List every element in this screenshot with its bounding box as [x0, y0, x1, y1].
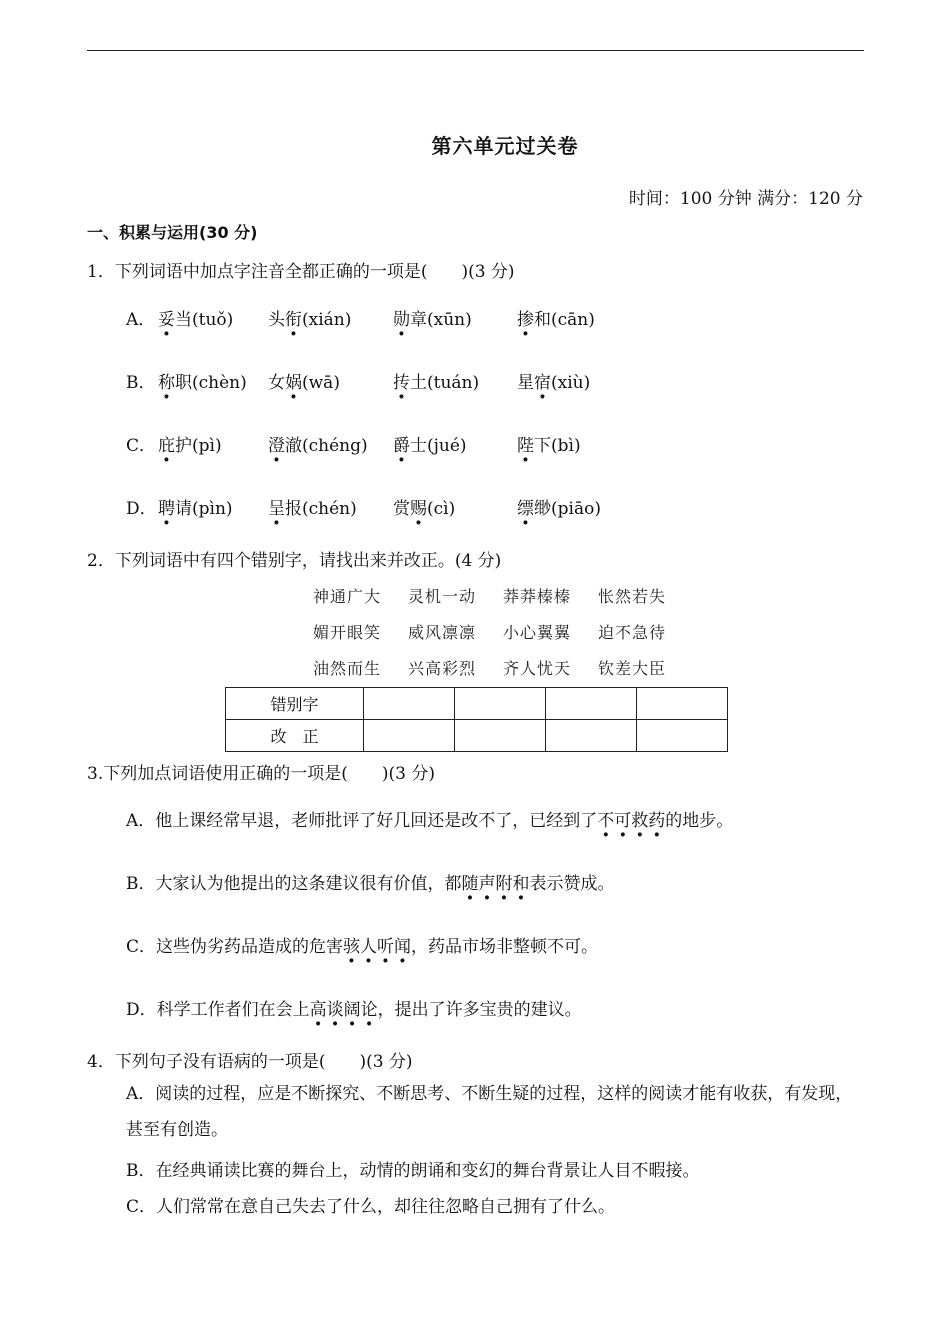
dotted-phrase — [343, 937, 411, 957]
q1-option-word — [268, 368, 340, 393]
table-header-wrong: 错别字 — [226, 688, 364, 720]
pinyin: 下(bì) — [534, 436, 581, 456]
word-part: 星 — [517, 373, 534, 393]
answer-cell[interactable] — [455, 688, 546, 720]
pinyin: (cì) — [427, 499, 456, 519]
q1-option-word — [268, 305, 351, 330]
pinyin: 护(pì) — [175, 436, 222, 456]
q4-stem: 4．下列句子没有语病的一项是( )(3 分) — [87, 1052, 413, 1072]
idiom: 小心翼翼 — [503, 623, 572, 642]
dotted-char: 随 — [461, 874, 479, 894]
dotted-char: 呈 — [268, 499, 285, 519]
option-text: 大家认为他提出的这条建议很有价值，都 — [155, 874, 462, 894]
pinyin: 士(jué) — [410, 436, 467, 456]
option-label: B． — [126, 874, 156, 894]
idiom: 怅然若失 — [598, 587, 667, 606]
q1-option-word — [517, 431, 581, 456]
idiom: 油然而生 — [313, 659, 382, 678]
table-row — [226, 720, 728, 752]
dotted-char: 高 — [309, 1000, 327, 1020]
option-text: 的地步。 — [665, 811, 734, 831]
pinyin: 当(tuǒ) — [175, 310, 234, 330]
answer-cell[interactable] — [364, 688, 455, 720]
section-heading: 一、积累与运用(30 分) — [87, 223, 258, 242]
q3-option — [126, 932, 598, 957]
pinyin: 和(cān) — [534, 310, 595, 330]
option-label: C． — [126, 1197, 157, 1217]
dotted-char: 爵 — [393, 436, 410, 456]
dotted-char: 赐 — [410, 499, 427, 519]
dotted-char: 勋 — [393, 310, 410, 330]
dotted-char: 骇 — [343, 937, 361, 957]
dotted-char: 掺 — [517, 310, 534, 330]
table-header-correct: 改 正 — [226, 720, 364, 752]
pinyin: (xián) — [302, 310, 352, 330]
dotted-char: 药 — [648, 811, 666, 831]
dotted-char: 和 — [512, 874, 530, 894]
q1-option-label: A． — [126, 310, 156, 330]
option-label: A． — [126, 811, 156, 831]
q1-option-word — [158, 494, 233, 519]
q1-option-word — [393, 305, 472, 330]
option-label: D． — [126, 1000, 157, 1020]
pinyin: 章(xūn) — [410, 310, 472, 330]
option-text: ，药品市场非整顿不可。 — [411, 937, 599, 957]
answer-cell[interactable] — [455, 720, 546, 752]
q1-stem: 1．下列词语中加点字注音全都正确的一项是( )(3 分) — [87, 262, 515, 282]
q1-option-word — [393, 368, 479, 393]
dotted-char: 聘 — [158, 499, 175, 519]
q4-option-b — [126, 1156, 700, 1181]
dotted-char: 不 — [597, 811, 615, 831]
pinyin: 请(pìn) — [175, 499, 233, 519]
q3-option — [126, 806, 733, 831]
idiom: 媚开眼笑 — [313, 623, 382, 642]
pinyin: (xiù) — [551, 373, 591, 393]
option-text: 阅读的过程，应是不断探究、不断思考、不断生疑的过程，这样的阅读才能有收获，有发现，甚至有创造。 — [126, 1084, 853, 1140]
idiom: 神通广大 — [313, 587, 382, 606]
option-label: A． — [126, 1084, 156, 1104]
word-part: 赏 — [393, 499, 410, 519]
idiom: 迫不急待 — [598, 623, 667, 642]
dotted-char: 声 — [478, 874, 496, 894]
answer-cell[interactable] — [637, 720, 728, 752]
pinyin: 土(tuán) — [410, 373, 480, 393]
dotted-phrase — [462, 874, 530, 894]
page-title: 第六单元过关卷 — [431, 134, 579, 158]
dotted-char: 可 — [614, 811, 632, 831]
idiom: 钦差大臣 — [598, 659, 667, 678]
exam-info: 时间：100 分钟 满分：120 分 — [628, 189, 863, 209]
table-row — [226, 688, 728, 720]
pinyin: 缈(piāo) — [534, 499, 601, 519]
idiom: 兴高彩烈 — [408, 659, 477, 678]
header-rule — [87, 50, 864, 51]
dotted-char: 庇 — [158, 436, 175, 456]
q1-option-word — [393, 431, 467, 456]
q4-option-c — [126, 1192, 615, 1217]
q1-option-word — [158, 305, 233, 330]
q1-option-word — [517, 368, 590, 393]
q1-option-word — [268, 494, 357, 519]
pinyin: (wā) — [302, 373, 340, 393]
dotted-char: 妥 — [158, 310, 175, 330]
q1-option-label: D． — [126, 499, 157, 519]
option-text: 他上课经常早退，老师批评了好几回还是改不了，已经到了 — [155, 811, 598, 831]
dotted-phrase — [597, 811, 665, 831]
answer-cell[interactable] — [546, 688, 637, 720]
dotted-char: 衔 — [285, 310, 302, 330]
q3-stem: 3.下列加点词语使用正确的一项是( )(3 分) — [87, 764, 435, 784]
q1-option-word — [517, 305, 595, 330]
dotted-char: 抟 — [393, 373, 410, 393]
dotted-char: 闻 — [394, 937, 412, 957]
word-row — [313, 584, 693, 607]
q1-option-word — [393, 494, 455, 519]
dotted-char: 谈 — [326, 1000, 344, 1020]
q3-option — [126, 869, 615, 894]
correction-table — [225, 687, 728, 752]
idiom: 莽莽榛榛 — [503, 587, 572, 606]
pinyin: 报(chén) — [285, 499, 357, 519]
dotted-char: 阔 — [343, 1000, 361, 1020]
option-text: 这些伪劣药品造成的危害 — [156, 937, 344, 957]
dotted-phrase — [310, 1000, 378, 1020]
q3-option — [126, 995, 582, 1020]
q1-option-label: B． — [126, 373, 156, 393]
word-part: 女 — [268, 373, 285, 393]
option-text: 科学工作者们在会上 — [156, 1000, 310, 1020]
option-text: ，提出了许多宝贵的建议。 — [377, 1000, 582, 1020]
pinyin: 澈(chéng) — [285, 436, 368, 456]
pinyin: 职(chèn) — [175, 373, 247, 393]
option-label: C． — [126, 937, 157, 957]
dotted-char: 称 — [158, 373, 175, 393]
q1-option-word — [158, 431, 222, 456]
dotted-char: 附 — [495, 874, 513, 894]
answer-cell[interactable] — [637, 688, 728, 720]
idiom: 灵机一动 — [408, 587, 477, 606]
option-text: 人们常常在意自己失去了什么，却往往忽略自己拥有了什么。 — [156, 1197, 616, 1217]
word-part: 头 — [268, 310, 285, 330]
dotted-char: 人 — [360, 937, 378, 957]
q4-option-a — [126, 1076, 866, 1148]
answer-cell[interactable] — [546, 720, 637, 752]
dotted-char: 听 — [377, 937, 395, 957]
q1-option-label: C． — [126, 436, 157, 456]
option-label: B． — [126, 1161, 156, 1181]
q1-option-word — [268, 431, 368, 456]
dotted-char: 澄 — [268, 436, 285, 456]
q2-stem: 2．下列词语中有四个错别字，请找出来并改正。(4 分) — [87, 551, 502, 571]
dotted-char: 宿 — [534, 373, 551, 393]
idiom: 齐人忧天 — [503, 659, 572, 678]
dotted-char: 论 — [360, 1000, 378, 1020]
idiom: 威风凛凛 — [408, 623, 477, 642]
dotted-char: 缥 — [517, 499, 534, 519]
word-row — [313, 656, 693, 679]
q1-option-word — [158, 368, 247, 393]
answer-cell[interactable] — [364, 720, 455, 752]
dotted-char: 陛 — [517, 436, 534, 456]
dotted-char: 救 — [631, 811, 649, 831]
option-text: 在经典诵读比赛的舞台上，动情的朗诵和变幻的舞台背景让人目不暇接。 — [155, 1161, 700, 1181]
option-text: 表示赞成。 — [529, 874, 615, 894]
q1-option-word — [517, 494, 601, 519]
dotted-char: 娲 — [285, 373, 302, 393]
word-row — [313, 620, 693, 643]
